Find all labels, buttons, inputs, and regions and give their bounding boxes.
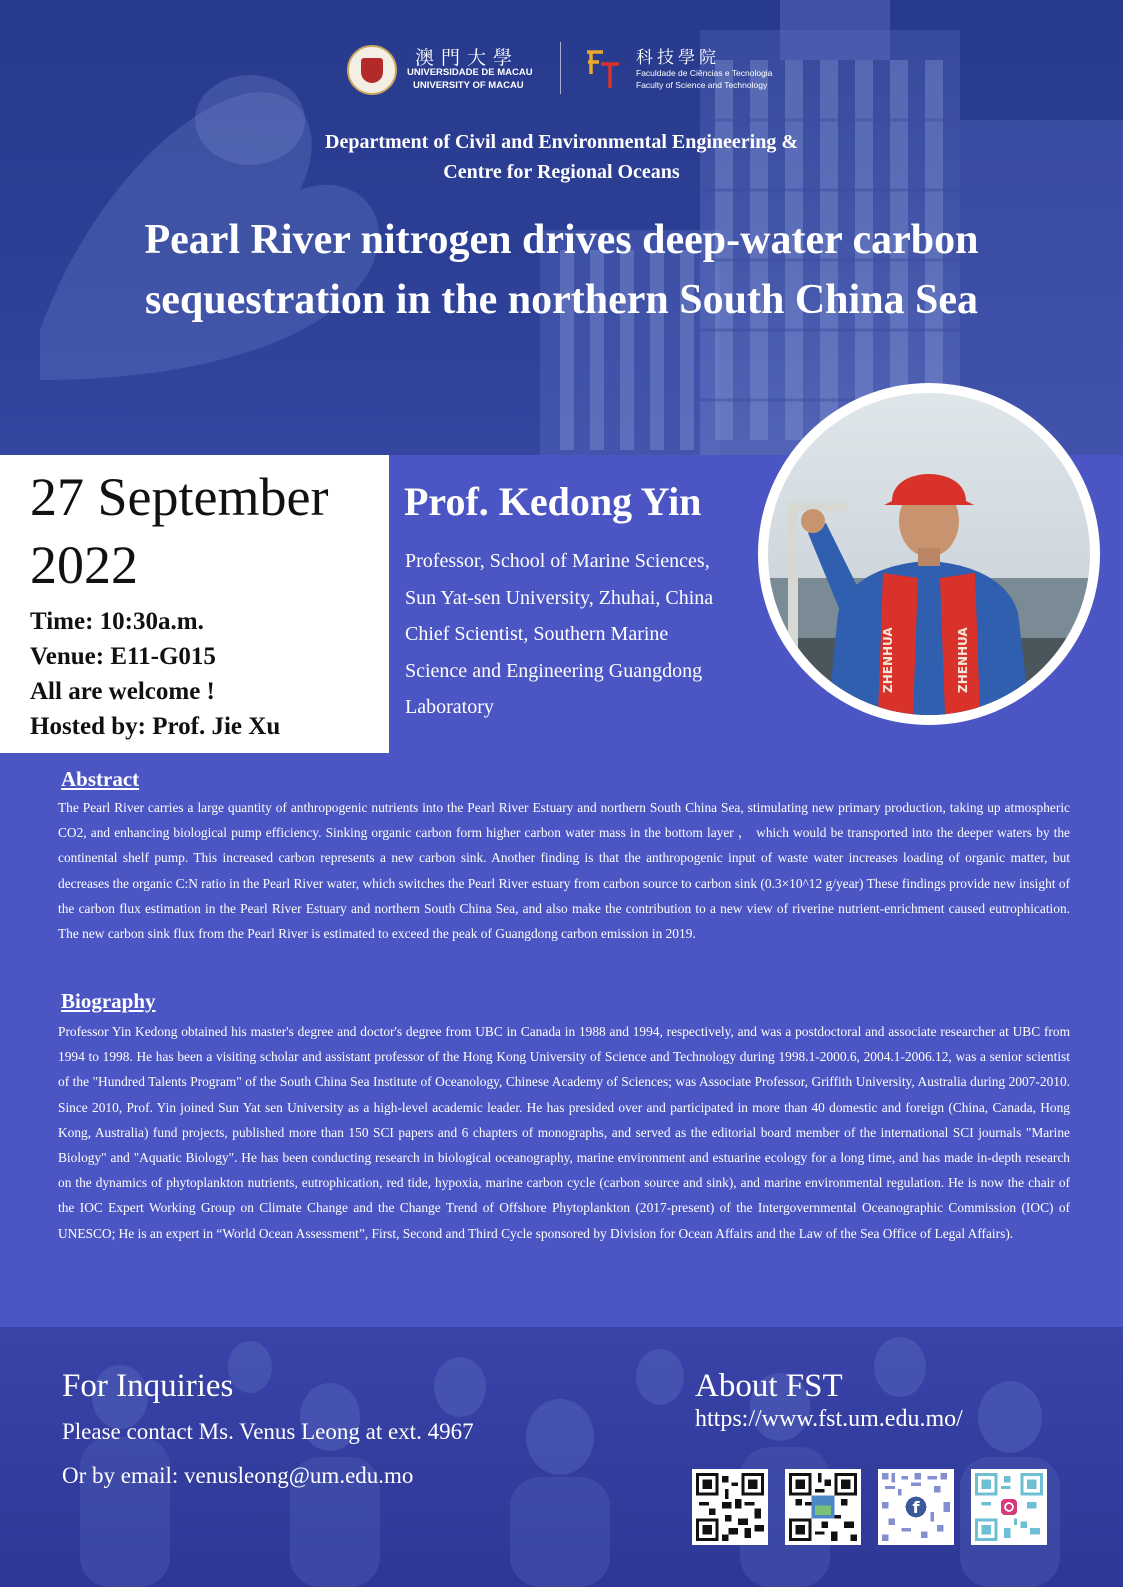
fst-name-chinese: 科技學院 <box>636 48 720 68</box>
event-date-line-2: 2022 <box>30 535 138 595</box>
event-date-line-1: 27 September <box>30 467 329 527</box>
abstract-text: The Pearl River carries a large quantity of anthropogenic nutrients into the Pearl River Estuary and northern South China Sea, stimulating new primary production, taking up atmospheric CO2, and enhancing biological pump efficiency. Sinking organic carbon form higher carbon water mass in the bottom layer ， which would be transported into the deeper waters by the continental shelf pump. This increased carbon represents a new carbon sink. Another finding is that the anthropogenic input of waste water increases loading of organic matter, but decreases the organic C:N ratio in the Pearl River water, which switches the Pearl River estuary from carbon source to carbon sink (0.3×10^12 g/year) These findings provide new insight of the carbon flux estimation in the Pearl River Estuary and northern South China Sea, and also make the contribution to a new view of riverine nutrient-enrichment caused eutrophication. The new carbon sink flux from the Pearl River is estimated to exceed the peak of Guangdong carbon emission in 2019. <box>58 800 1070 942</box>
speaker-role-line: Chief Scientist, Southern Marine <box>405 623 669 645</box>
speaker-role-line: Science and Engineering Guangdong <box>405 659 703 682</box>
event-host: Hosted by: Prof. Jie Xu <box>30 713 281 740</box>
um-name-english: UNIVERSITY OF MACAU <box>413 80 524 91</box>
qr-wechat-icon[interactable] <box>692 1469 768 1545</box>
fst-website-link[interactable]: https://www.fst.um.edu.mo/ <box>695 1406 963 1432</box>
qr-website-icon[interactable] <box>785 1469 861 1545</box>
seminar-title <box>0 210 1123 330</box>
vest-text-right: ZHENHUA <box>956 627 970 693</box>
contact-line: Please contact Ms. Venus Leong at ext. 4967 <box>62 1419 474 1444</box>
logo-divider <box>560 42 561 94</box>
fst-name-portuguese: Faculdade de Ciências e Tecnologia <box>636 68 773 78</box>
um-name-portuguese: UNIVERSIDADE DE MACAU <box>407 67 533 78</box>
speaker-role-line: Sun Yat-sen University, Zhuhai, China <box>405 586 714 609</box>
speaker-role-line: Professor, School of Marine Sciences, <box>405 550 710 572</box>
event-time: Time: 10:30a.m. <box>30 608 204 635</box>
biography-text: Professor Yin Kedong obtained his master's degree and doctor's degree from UBC in Canada in 1988 and 1994, respectively, and was a postdoctoral and associate researcher at UBC from 1994 to 1998. He has been a visiting scholar and assistant professor of the Hong Kong University of Science and Technology during 1998.1-2000.6, 2004.1-2006.12, was a senior scientist of the "Hundred Talents Program" of the South China Sea Institute of Oceanology, Chinese Academy of Sciences; was Associate Professor, Griffith University, Australia during 2007-2010. Since 2010, Prof. Yin joined Sun Yat sen University as a high-level academic leader. He has presided over and participated in more than 40 domestic and foreign (China, Canada, Hong Kong, Australia) fund projects, published more than 150 SCI papers and 6 chapters of monographs, and served as the editorial board member of the international SCI journals "Marine Biology" and "Aquatic Biology". He has been conducting research in biological oceanography, marine environment and estuarine ecology for a long time, and has made in-depth research on the dynamics of phytoplankton nutrients, eutrophication, red tide, hypoxia, marine carbon cycle (carbon source and sink), and marine environmental regulation. He is now the chair of the IOC Expert Working Group on Climate Change and the Change Trend of Offshore Phytoplankton (2017-present) of the Intergovernmental Oceanographic Commission (IOC) of UNESCO; He is an expert in “World Ocean Assessment”, First, Second and Third Cycle sponsored by Division for Ocean Affairs and the Law of the Sea Office of Legal Affairs). <box>58 1024 1070 1241</box>
fst-logo-icon <box>585 46 621 90</box>
seminar-title-line-2: sequestration in the northern South China Sea <box>144 277 979 323</box>
event-date <box>30 463 328 599</box>
event-venue: Venue: E11-G015 <box>30 643 216 670</box>
speaker-role-line: Laboratory <box>405 696 494 718</box>
department-line-2: Centre for Regional Oceans <box>443 161 680 183</box>
footer-banner <box>0 1327 1123 1587</box>
department-heading <box>0 127 1123 187</box>
event-details-box <box>0 455 389 753</box>
seminar-title-line-1: Pearl River nitrogen drives deep-water carbon <box>144 217 979 263</box>
vest-text-left: ZHENHUA <box>881 627 895 693</box>
um-name-chinese: 澳門大學 <box>415 47 520 69</box>
event-welcome: All are welcome ! <box>30 678 215 705</box>
qr-facebook-icon[interactable] <box>878 1469 954 1545</box>
biography-heading: Biography <box>61 989 156 1013</box>
department-line-1: Department of Civil and Environmental Engineering & <box>325 131 798 153</box>
um-seal-icon <box>347 45 397 95</box>
speaker-photo-frame <box>758 383 1100 725</box>
about-fst-heading: About FST <box>695 1368 843 1404</box>
qr-instagram-icon[interactable] <box>971 1469 1047 1545</box>
speaker-roles <box>405 543 765 726</box>
email-line[interactable]: Or by email: venusleong@um.edu.mo <box>62 1463 414 1488</box>
speaker-photo <box>768 393 1090 715</box>
audience-background-image <box>0 1327 1123 1587</box>
logo-bar <box>0 40 1123 100</box>
abstract-heading: Abstract <box>61 767 140 791</box>
inquiries-heading: For Inquiries <box>62 1368 234 1404</box>
fst-name-english: Faculty of Science and Technology <box>636 80 768 90</box>
speaker-name: Prof. Kedong Yin <box>404 479 702 524</box>
svg-text:f: f <box>912 1498 920 1518</box>
